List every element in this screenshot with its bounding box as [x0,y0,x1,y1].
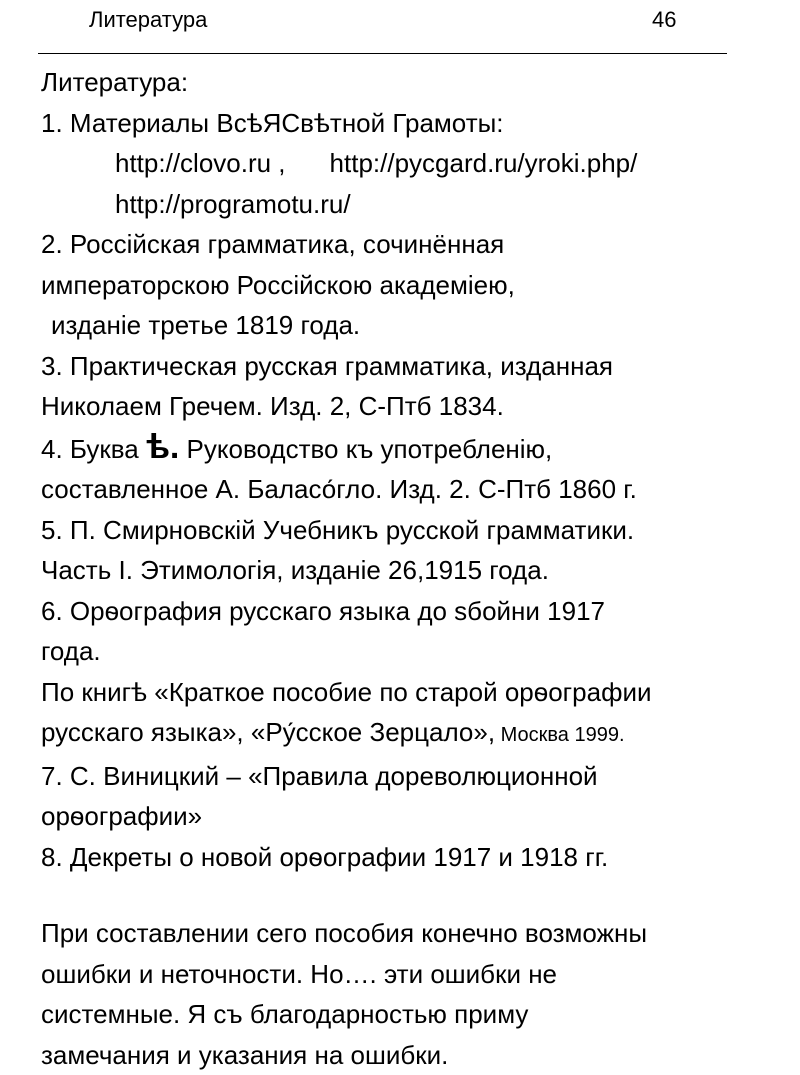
link-pycgard[interactable]: http://pycgard.ru/yroki.php/ [330,148,638,178]
header-divider [38,53,727,54]
item-2-line-2: императорскою Россiйскою академiею, [41,265,786,306]
yat-letter: ѣ. [146,428,179,466]
link-clovo[interactable]: http://clovo.ru , [115,148,286,178]
item-7-line-2: орѳографии» [41,796,786,837]
item-4-line-1 [41,427,786,470]
item-6-line-2: года. [41,631,786,672]
closing-line-4: замечания и указания на ошибки. [41,1035,786,1075]
paragraph-gap [41,877,786,913]
item-5-line-2: Часть I. Этимологiя, изданiе 26,1915 года. [41,550,786,591]
item-4-prefix: 4. Буква [41,434,146,464]
page-header [0,0,800,56]
item-6-line-1: 6. Орѳография русскаго языка до ѕбойни 1917 [41,591,786,632]
source-line-2 [41,712,786,756]
item-1-links [41,143,786,184]
bibliography-heading: Литература: [41,62,786,103]
item-4-suffix: Руководство къ употребленiю, [179,434,552,464]
closing-line-1: При составлении сего пособия конечно возможны [41,913,786,954]
item-3-line-2: Николаем Гречем. Изд. 2, С-Птб 1834. [41,386,786,427]
item-3-line-1: 3. Практическая русская грамматика, изданная [41,346,786,387]
item-2-line-1: 2. Россiйская грамматика, сочинённая [41,224,786,265]
page-number: 46 [652,7,676,33]
item-5-line-1: 5. П. Смирновскiй Учебникъ русской грамматики. [41,510,786,551]
closing-line-3: системные. Я съ благодарностью приму [41,994,786,1035]
item-8: 8. Декреты о новой орѳографии 1917 и 1918 гг. [41,837,786,878]
source-title: русскаго языка», «Ру́сское Зерцало», [41,717,495,747]
item-1-links-2 [41,184,786,225]
item-2-line-3: изданiе третье 1819 года. [41,305,786,346]
link-programotu[interactable]: http://programotu.ru/ [115,189,351,219]
item-1: 1. Материалы ВсѣЯСвѣтной Грамоты: [41,103,786,144]
closing-line-2: ошибки и неточности. Но…. эти ошибки не [41,954,786,995]
running-title: Литература [89,7,207,33]
item-4-line-2: составленное А. Баласо́гло. Изд. 2. С-Птб 1860 г. [41,469,786,510]
source-place-year: Москва 1999. [495,724,624,746]
source-line-1: По книгѣ «Краткое пособие по старой орѳографии [41,672,786,713]
item-7-line-1: 7. С. Виницкий – «Правила дореволюционной [41,756,786,797]
bibliography [41,62,786,1075]
